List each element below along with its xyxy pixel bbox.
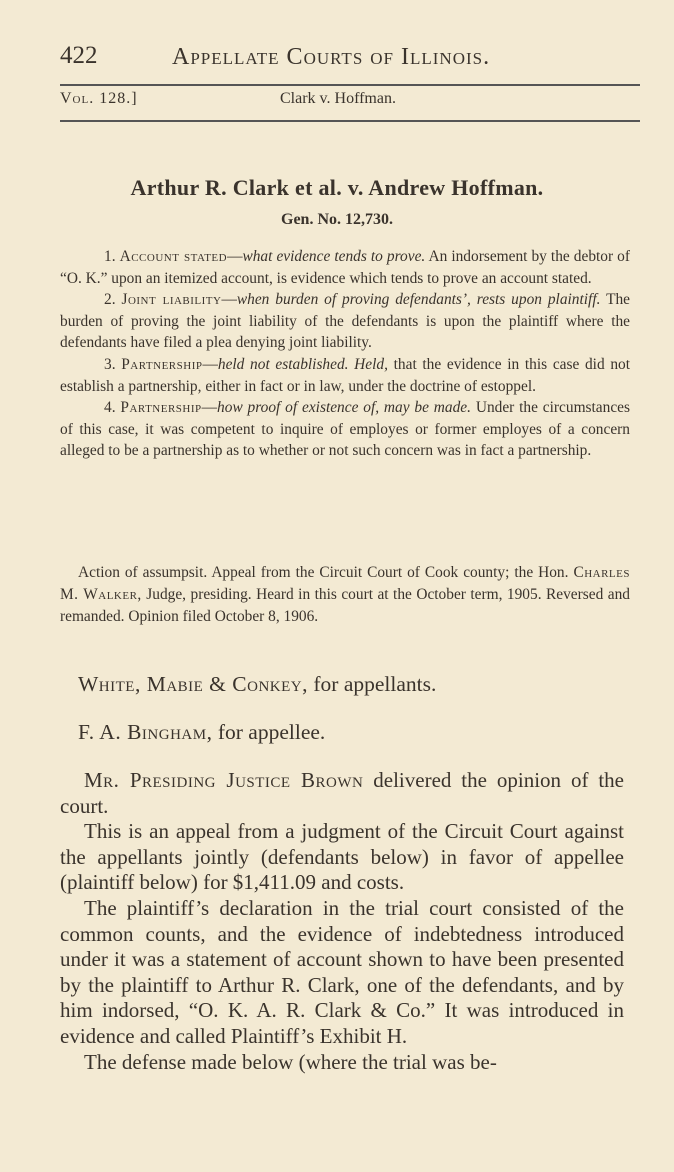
procedural-history xyxy=(60,562,630,628)
case-title: Arthur R. Clark et al. v. Andrew Hoffman. xyxy=(130,175,544,200)
opinion-author-tail: delivered the opinion of the court. xyxy=(60,768,624,818)
headnote-topic: Partnership xyxy=(121,355,203,373)
counsel-appellants xyxy=(78,672,436,697)
opinion-paragraph: The defense made below (where the trial was be- xyxy=(84,1049,497,1074)
headnote-subtopic: held not established. Held, xyxy=(217,355,388,373)
opinion-body xyxy=(60,768,624,1075)
case-short-title: Clark v. Hoffman. xyxy=(280,90,396,107)
headnote-subtopic: what evidence tends to prove. xyxy=(242,248,426,265)
headnote-subtopic: when burden of proving defendants’, rests upon plaintiff. xyxy=(236,291,601,309)
opinion-author: Mr. Presiding Justice Brown xyxy=(84,768,364,792)
headnote-subtopic: how proof of existence of, may be made. xyxy=(217,399,471,417)
header-rule-bottom xyxy=(60,120,640,122)
opinion-intro xyxy=(60,768,624,819)
running-title: Appellate Courts of Illinois. xyxy=(172,44,491,70)
counsel-appellee xyxy=(78,720,325,745)
judge-name: Charles M. Walker, xyxy=(60,564,630,603)
appellee-counsel-role: for appellee. xyxy=(217,720,326,744)
headnote-number: 3. xyxy=(104,355,116,373)
headnote-topic: Joint liability xyxy=(121,291,222,309)
procedural-text-2: Judge, presiding. Heard in this court at the October term, 1905. Reversed and remanded. Opinion filed October 8, 1906. xyxy=(60,586,630,625)
opinion-paragraph: The plaintiff’s declaration in the trial court consisted of the common counts, and the evidence of indebtedness introduced under it was a statement of account shown to have been presented by the plaintiff to Arthur R. Clark, one of the defendants, and by him indorsed, “O. K. A. R. Clark & Co.” It was introduced in evidence and called Plaintiff’s Exhibit H. xyxy=(60,895,624,1048)
volume-label: Vol. 128.] xyxy=(60,90,138,107)
headnote-topic: Partnership xyxy=(120,399,202,417)
headnote-3: 3. Partnership—held not established. Held, that the evidence in this case did not establish a partnership, either in fact or in law, under the doctrine of estoppel. xyxy=(60,355,630,395)
appellants-counsel-names: White, Mabie & Conkey, xyxy=(78,672,308,696)
headnote-text: that the evidence in this case did not establish a partnership, either in fact or in law, under the doctrine of estoppel. xyxy=(60,355,630,395)
headnote-number: 2. xyxy=(104,291,116,309)
opinion-paragraph: This is an appeal from a judgment of the Circuit Court against the appellants jointly (defendants below) in favor of appellee (plaintiff below) for $1,411.09 and costs. xyxy=(60,819,624,895)
general-number: Gen. No. 12,730. xyxy=(281,211,393,228)
header-rule-top xyxy=(60,84,640,86)
procedural-text-1: Action of assumpsit. Appeal from the Circuit Court of Cook county; the Hon. xyxy=(78,564,569,581)
headnote-number: 4. xyxy=(104,399,116,417)
headnote-1: 1. Account stated—what evidence tends to prove. An indorsement by the debtor of “O. K.” upon an itemized account, is evidence which tends to prove an account stated. xyxy=(60,248,630,287)
headnote-text: Under the circumstances of this case, it was competent to inquire of employes or former employes of a concern alleged to be a partnership as to whether or not such concern was in fact a partnership. xyxy=(60,399,630,460)
headnote-text: An indorsement by the debtor of “O. K.” upon an itemized account, is evidence which tends to prove an account stated. xyxy=(60,248,630,287)
running-header xyxy=(60,42,640,82)
headnote-topic: Account stated xyxy=(119,248,228,265)
page-number: 422 xyxy=(60,42,98,69)
headnote-4: 4. Partnership—how proof of existence of, may be made. Under the circumstances of this case, it was competent to inquire of employes or former employes of a concern alleged to be a partnership as to whether or not such concern was in fact a partnership. xyxy=(60,399,630,460)
headnote-2: 2. Joint liability—when burden of proving defendants’, rests upon plaintiff. The burden of proving the joint liability of the defendants is upon the plaintiff where the defendants have filed a plea denying joint liability. xyxy=(60,291,631,352)
appellee-counsel-name: F. A. Bingham, xyxy=(78,720,213,744)
appellants-counsel-role: for appellants. xyxy=(313,672,437,696)
headnotes xyxy=(60,246,630,462)
headnote-number: 1. xyxy=(104,248,116,265)
headnote-text: The burden of proving the joint liability of the defendants is upon the plaintiff where the defendants have filed a plea denying joint liability. xyxy=(60,291,631,352)
